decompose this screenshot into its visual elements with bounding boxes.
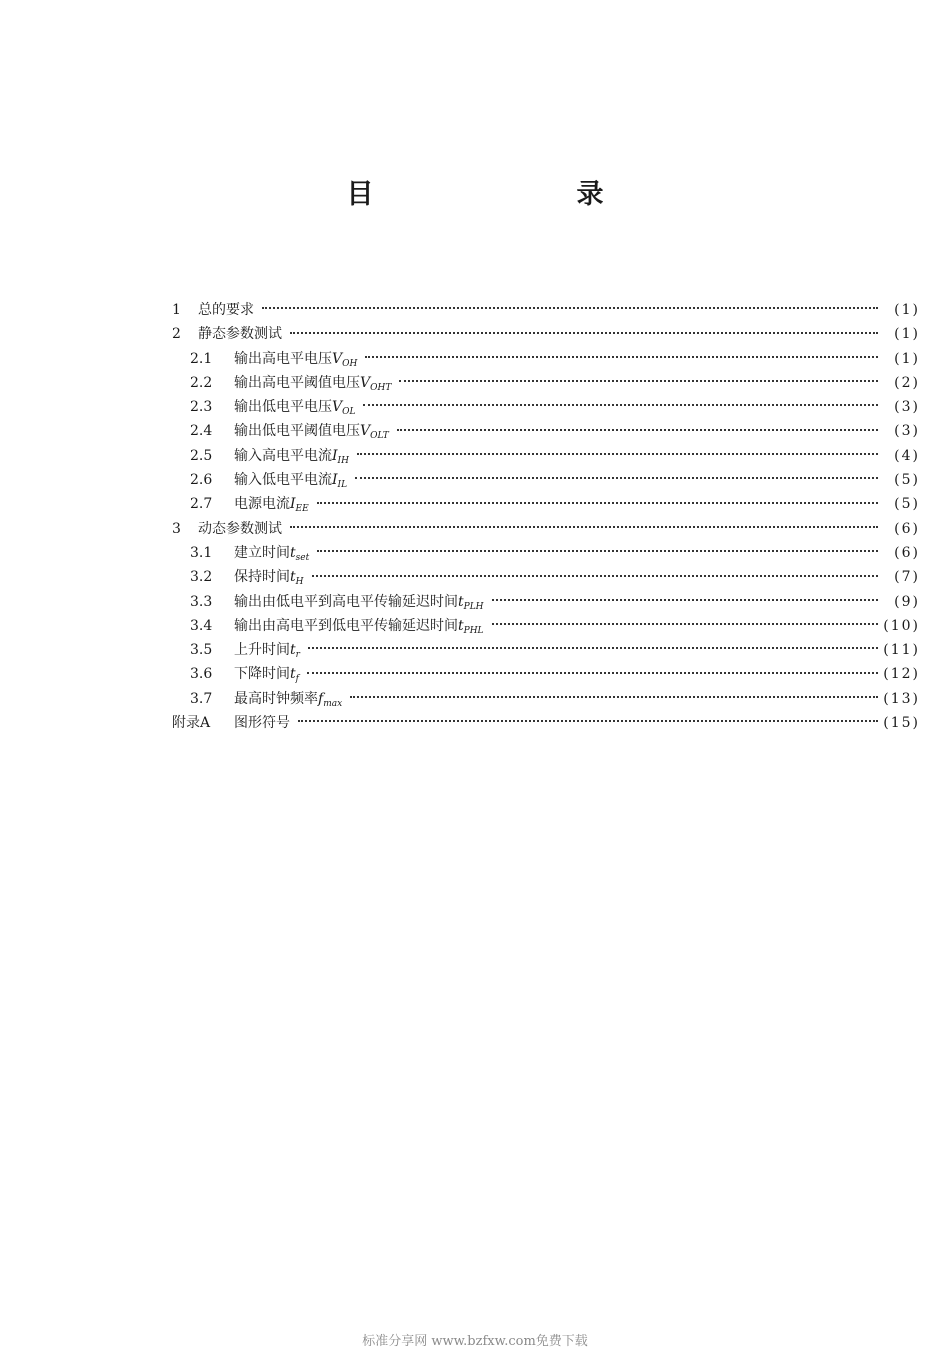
toc-entry-title-text: 动态参数测试 [198, 520, 282, 537]
toc-entry-number: 2.2 [190, 374, 213, 391]
toc-entry-number: 1 [172, 302, 181, 318]
toc-entry-symbol: f [318, 690, 324, 707]
toc-entry-page: (1) [894, 326, 920, 343]
toc-entry-symbol: t [458, 593, 464, 610]
toc-entry-page: (6) [894, 520, 920, 537]
toc-dot-leader [365, 356, 878, 358]
toc-entry-title-text: 输入低电平电流 [234, 472, 332, 489]
toc-dot-leader [492, 599, 878, 601]
toc-entry-number: 3.3 [190, 593, 213, 610]
toc-entry-title-text: 总的要求 [198, 302, 254, 318]
toc-entry-symbol: t [290, 544, 296, 561]
toc-entry-page: (1) [894, 350, 920, 367]
toc-dot-leader [355, 477, 878, 479]
toc-dot-leader [290, 332, 878, 334]
page-title: 目 录 [346, 179, 692, 210]
page-footer: 标准分享网 www.bzfxw.com免费下载 [362, 1334, 588, 1349]
toc-entry-symbol-subscript: OHT [370, 382, 392, 393]
toc-entry-symbol-subscript: OL [342, 407, 356, 418]
toc-entry-page: (13) [883, 690, 920, 707]
toc-entry-number: 2.7 [190, 496, 213, 513]
toc-entry-symbol-subscript: max [323, 698, 343, 709]
table-of-contents [172, 298, 920, 735]
toc-entry-symbol-subscript: set [295, 552, 310, 563]
toc-entry-symbol-subscript: IL [337, 480, 348, 491]
toc-entry-number: 2.6 [190, 472, 213, 489]
toc-entry-title [234, 711, 296, 735]
toc-entry-page: (5) [894, 496, 920, 513]
toc-entry[interactable] [172, 468, 920, 492]
toc-entry-symbol-subscript: r [295, 650, 300, 661]
toc-entry-number: 2.5 [190, 447, 213, 464]
toc-entry-symbol-subscript: OH [342, 358, 358, 369]
toc-dot-leader [308, 647, 878, 649]
toc-entry-number: 3.2 [190, 569, 213, 586]
toc-entry-number: 附录A [172, 715, 211, 732]
toc-entry-number: 3.6 [190, 666, 213, 683]
toc-entry-page: (2) [894, 374, 920, 391]
toc-entry-symbol: V [360, 374, 371, 391]
toc-entry[interactable] [172, 444, 920, 468]
toc-entry-page: (9) [894, 593, 920, 610]
toc-entry[interactable] [172, 492, 920, 516]
toc-entry[interactable] [172, 419, 920, 443]
toc-entry[interactable] [172, 614, 920, 638]
toc-entry-number: 3.4 [190, 617, 213, 634]
toc-entry-title-text: 输出由高电平到低电平传输延迟时间 [234, 617, 458, 634]
toc-entry-symbol: t [458, 617, 464, 634]
toc-entry-page: (5) [894, 472, 920, 489]
toc-entry-number: 2.4 [190, 423, 213, 440]
toc-dot-leader [312, 575, 879, 577]
toc-entry-symbol: I [332, 472, 338, 489]
toc-dot-leader [317, 502, 878, 504]
toc-dot-leader [317, 550, 878, 552]
toc-entry-title-text: 输出高电平阈值电压 [234, 374, 360, 391]
toc-entry[interactable] [172, 590, 920, 614]
toc-entry-title-text: 电源电流 [234, 496, 290, 513]
toc-entry-title-text: 静态参数测试 [198, 326, 282, 343]
toc-entry-number: 3.1 [190, 544, 213, 561]
toc-entry-title [198, 322, 288, 346]
toc-entry[interactable] [172, 711, 920, 735]
toc-entry[interactable] [172, 638, 920, 662]
toc-entry[interactable] [172, 687, 920, 711]
toc-entry-symbol-subscript: f [295, 674, 299, 685]
toc-entry-title [198, 517, 288, 541]
toc-entry-symbol: V [360, 423, 371, 440]
toc-entry-symbol-subscript: PLH [463, 601, 484, 612]
toc-entry-title-text: 上升时间 [234, 642, 290, 659]
toc-dot-leader [262, 307, 878, 309]
toc-entry-symbol: V [332, 399, 343, 416]
toc-entry-symbol-subscript: EE [295, 504, 309, 515]
toc-entry-page: (15) [883, 715, 920, 732]
toc-entry-symbol: t [290, 569, 296, 586]
toc-entry[interactable] [172, 322, 920, 346]
toc-entry-title [198, 298, 260, 322]
toc-entry-title-text: 保持时间 [234, 569, 290, 586]
toc-dot-leader [492, 623, 878, 625]
toc-entry-number: 2 [172, 326, 181, 343]
toc-entry-title-text: 图形符号 [234, 715, 290, 732]
toc-dot-leader [397, 429, 878, 431]
toc-entry-symbol-subscript: PHL [463, 625, 484, 636]
toc-entry-page: (3) [894, 399, 920, 416]
toc-entry[interactable] [172, 371, 920, 395]
toc-entry-symbol: t [290, 666, 296, 683]
toc-entry-number: 3.5 [190, 642, 213, 659]
toc-dot-leader [298, 720, 878, 722]
toc-entry-number: 3.7 [190, 690, 213, 707]
toc-entry[interactable] [172, 662, 920, 686]
toc-entry-number: 2.1 [190, 350, 213, 367]
toc-entry[interactable] [172, 517, 920, 541]
toc-entry[interactable] [172, 298, 920, 322]
toc-entry-title-text: 最高时钟频率 [234, 690, 318, 707]
toc-entry[interactable] [172, 565, 920, 589]
toc-entry-symbol: I [332, 447, 338, 464]
toc-entry-title-text: 输出高电平电压 [234, 350, 332, 367]
toc-entry-title-text: 建立时间 [234, 544, 290, 561]
toc-entry-title-text: 输出由低电平到高电平传输延迟时间 [234, 593, 458, 610]
toc-entry-symbol-subscript: IH [337, 455, 349, 466]
toc-entry-symbol: V [332, 350, 343, 367]
toc-entry-page: (10) [883, 617, 920, 634]
toc-entry-page: (6) [894, 544, 920, 561]
toc-entry-symbol-subscript: OLT [370, 431, 389, 442]
toc-entry-title-text: 输入高电平电流 [234, 447, 332, 464]
toc-entry[interactable] [172, 541, 920, 565]
toc-dot-leader [399, 380, 878, 382]
toc-entry-number: 2.3 [190, 399, 213, 416]
toc-dot-leader [350, 696, 878, 698]
toc-entry-page: (7) [894, 569, 920, 586]
toc-entry-symbol: t [290, 642, 296, 659]
toc-entry[interactable] [172, 395, 920, 419]
toc-entry-title-text: 输出低电平阈值电压 [234, 423, 360, 440]
toc-entry-page: (12) [883, 666, 920, 683]
toc-entry-number: 3 [172, 520, 181, 537]
toc-entry-page: (11) [883, 642, 920, 659]
toc-dot-leader [307, 672, 878, 674]
toc-dot-leader [290, 526, 878, 528]
toc-dot-leader [363, 404, 878, 406]
toc-entry-page: (4) [894, 447, 920, 464]
toc-entry-title-text: 输出低电平电压 [234, 399, 332, 416]
toc-entry-symbol: I [290, 496, 296, 513]
toc-entry-symbol-subscript: H [295, 577, 304, 588]
toc-entry-title-text: 下降时间 [234, 666, 290, 683]
toc-entry-page: (1) [894, 302, 920, 318]
toc-dot-leader [357, 453, 878, 455]
toc-entry-page: (3) [894, 423, 920, 440]
toc-entry[interactable] [172, 347, 920, 371]
